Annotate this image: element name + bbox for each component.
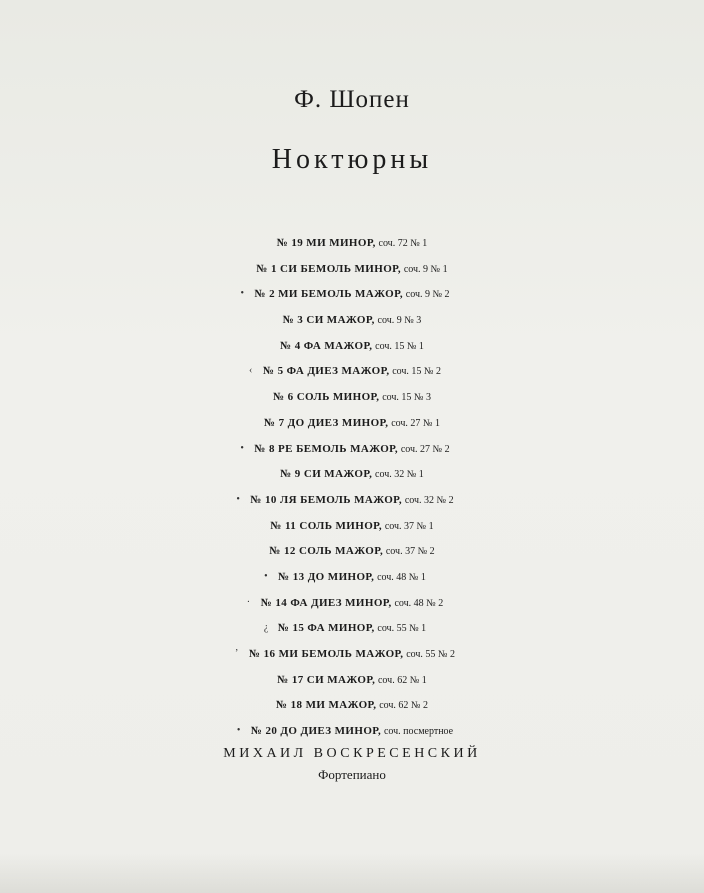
- track-title: № 12 СОЛЬ МАЖОР,: [269, 545, 384, 558]
- track-title: № 19 МИ МИНОР,: [276, 237, 376, 249]
- track-opus: соч. 15 № 3: [382, 392, 431, 404]
- track-title: № 10 ЛЯ БЕМОЛЬ МАЖОР,: [250, 493, 403, 506]
- track-item: [0, 671, 704, 697]
- track-opus: соч. 32 № 1: [375, 469, 424, 481]
- track-item: [0, 440, 704, 466]
- track-item: [0, 337, 704, 363]
- track-item: [0, 517, 704, 543]
- track-opus: соч. 48 № 2: [394, 597, 444, 609]
- track-title: № 17 СИ МАЖОР,: [277, 673, 376, 686]
- handwritten-mark: •: [236, 493, 240, 505]
- track-item: [0, 234, 704, 260]
- track-item: [0, 594, 704, 620]
- track-title: № 5 ФА ДИЕЗ МАЖОР,: [263, 365, 390, 378]
- track-opus: соч. 37 № 1: [384, 520, 434, 532]
- handwritten-mark: •: [264, 570, 268, 582]
- track-item: [0, 491, 704, 517]
- track-opus: соч. 9 № 2: [405, 289, 450, 301]
- track-item: [0, 568, 704, 594]
- track-item: [0, 619, 704, 645]
- document-title: Ноктюрны: [271, 144, 433, 175]
- track-opus: соч. 15 № 2: [392, 366, 441, 378]
- track-opus: соч. посмертное: [383, 726, 454, 738]
- track-title: № 1 СИ БЕМОЛЬ МИНОР,: [256, 262, 402, 275]
- track-item: [0, 388, 704, 414]
- track-item: [0, 362, 704, 388]
- handwritten-mark: ʼ: [235, 648, 239, 659]
- track-item: [0, 260, 704, 286]
- track-opus: соч. 55 № 1: [377, 623, 427, 635]
- track-title: № 14 ФА ДИЕЗ МИНОР,: [260, 596, 392, 609]
- track-title: № 16 МИ БЕМОЛЬ МАЖОР,: [249, 648, 404, 660]
- track-opus: соч. 48 № 1: [377, 571, 426, 583]
- instrument-label: Фортепиано: [318, 767, 386, 782]
- track-opus: соч. 62 № 1: [377, 674, 427, 686]
- track-title: № 11 СОЛЬ МИНОР,: [270, 519, 383, 532]
- track-title: № 18 МИ МАЖОР,: [276, 699, 377, 712]
- track-title: № 7 ДО ДИЕЗ МИНОР,: [264, 416, 389, 429]
- track-item: [0, 645, 704, 671]
- track-item: [0, 414, 704, 440]
- track-opus: соч. 9 № 3: [377, 315, 422, 327]
- track-opus: соч. 72 № 1: [378, 238, 428, 249]
- performer-name: МИХАИЛ ВОСКРЕСЕНСКИЙ: [223, 746, 481, 761]
- track-title: № 2 МИ БЕМОЛЬ МАЖОР,: [254, 288, 404, 301]
- track-opus: соч. 32 № 2: [404, 494, 454, 506]
- handwritten-mark: •: [240, 442, 244, 454]
- track-opus: соч. 9 № 1: [403, 263, 448, 275]
- track-title: № 20 ДО ДИЕЗ МИНОР,: [250, 725, 382, 738]
- track-opus: соч. 27 № 2: [400, 443, 450, 455]
- page-shadow: [0, 853, 704, 893]
- track-opus: соч. 15 № 1: [375, 340, 424, 352]
- track-item: [0, 722, 704, 748]
- handwritten-mark: ·: [246, 596, 251, 608]
- track-item: [0, 542, 704, 568]
- track-item: [0, 285, 704, 311]
- track-opus: соч. 27 № 1: [391, 417, 440, 429]
- track-title: № 15 ФА МИНОР,: [277, 622, 375, 635]
- track-title: № 8 РЕ БЕМОЛЬ МАЖОР,: [254, 442, 399, 455]
- handwritten-mark: •: [236, 725, 241, 737]
- track-opus: соч. 55 № 2: [406, 649, 455, 660]
- handwritten-mark: ¿: [263, 622, 269, 634]
- composer-name: Ф. Шопен: [294, 86, 410, 113]
- track-item: [0, 696, 704, 722]
- track-title: № 9 СИ МАЖОР,: [280, 468, 373, 481]
- track-title: № 4 ФА МАЖОР,: [280, 339, 373, 352]
- track-title: № 13 ДО МИНОР,: [278, 570, 375, 583]
- track-opus: соч. 62 № 2: [379, 700, 428, 712]
- track-item: [0, 465, 704, 491]
- track-item: [0, 311, 704, 337]
- track-opus: соч. 37 № 2: [385, 546, 435, 558]
- track-title: № 6 СОЛЬ МИНОР,: [273, 391, 380, 404]
- handwritten-mark: •: [240, 288, 244, 300]
- track-list: [0, 234, 704, 748]
- handwritten-mark: ‹: [249, 365, 253, 377]
- track-title: № 3 СИ МАЖОР,: [282, 314, 375, 327]
